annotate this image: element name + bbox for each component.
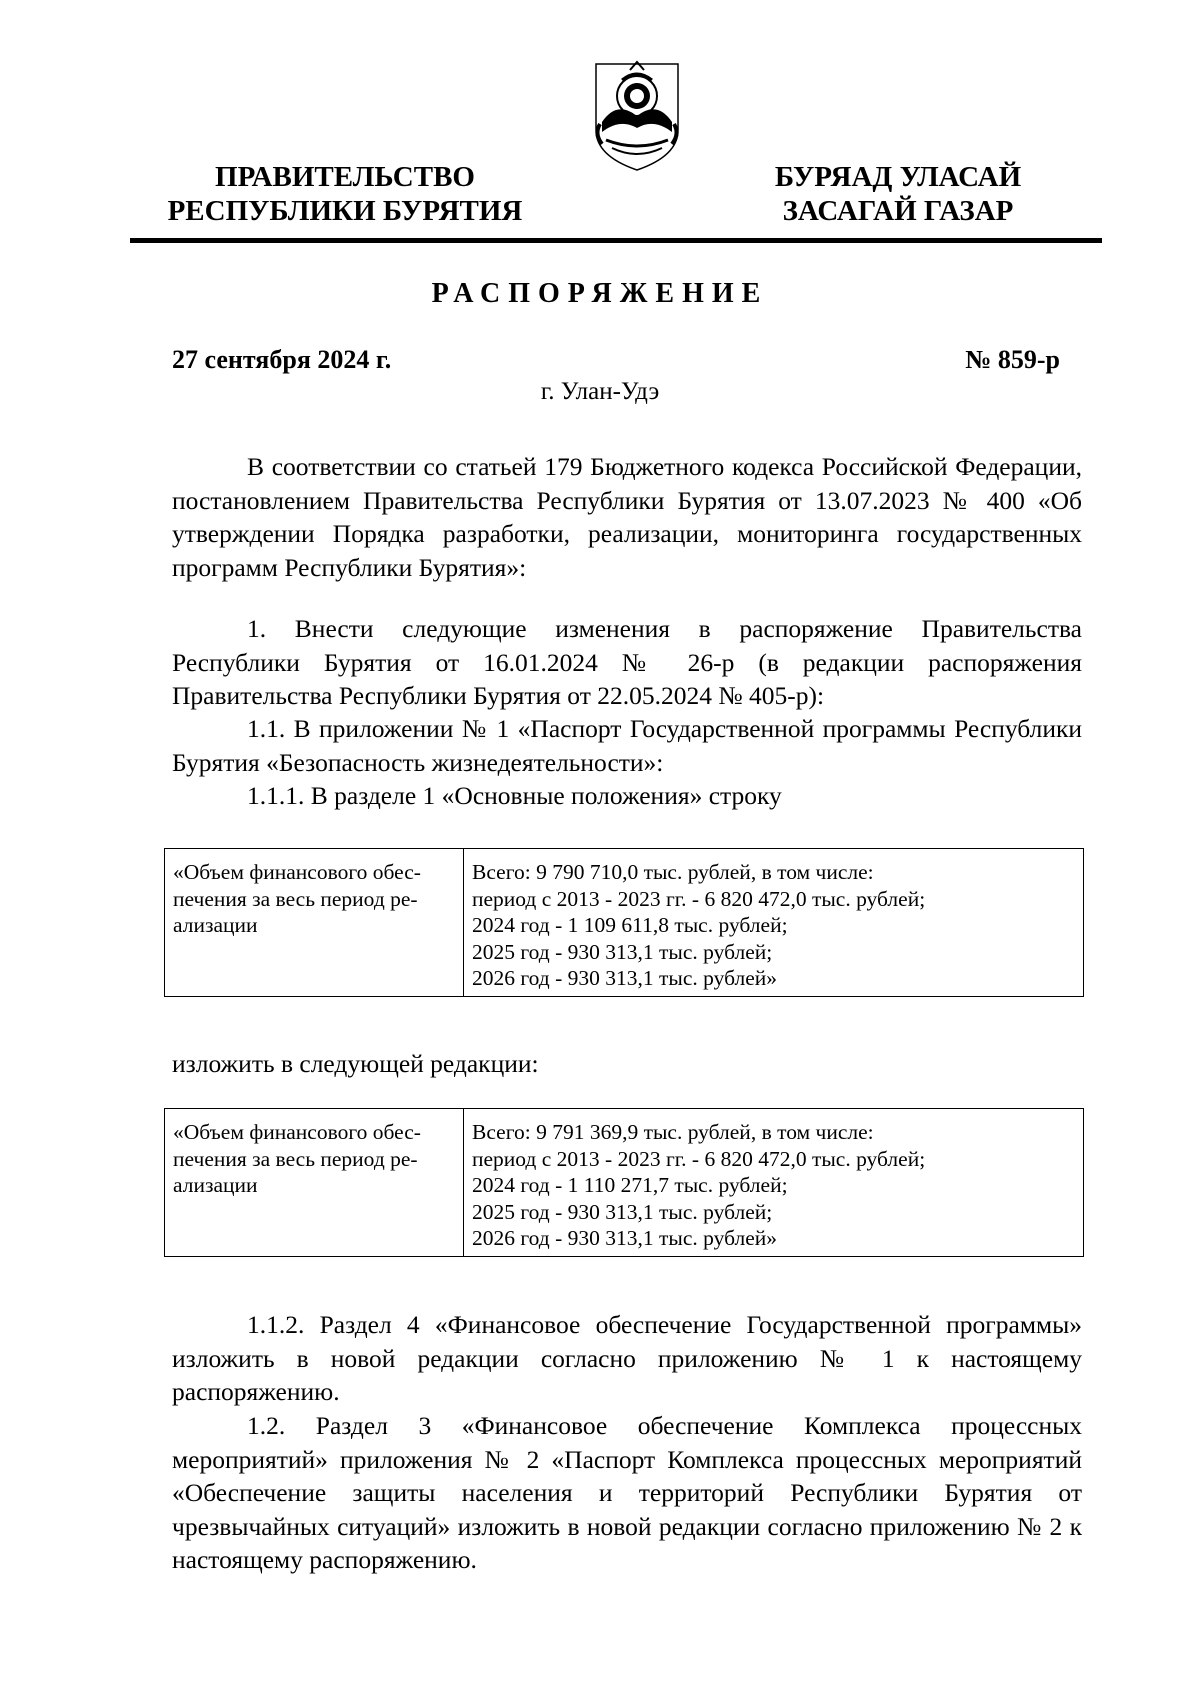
header-left-line1: ПРАВИТЕЛЬСТВО: [215, 161, 475, 193]
table-new: [164, 1108, 1084, 1257]
table-old-values: [464, 849, 1084, 997]
header-right-line2: ЗАСАГАЙ ГАЗАР: [782, 195, 1014, 227]
table-old-label-line: печения за весь период ре-: [173, 886, 418, 911]
header-right: [728, 160, 1068, 228]
header-divider: [130, 238, 1102, 243]
item-1-1: 1.1. В приложении № 1 «Паспорт Государственной программы Республики Бурятия «Безопасность жизнедеятельности»:: [172, 714, 1082, 777]
document-number: № 859-р: [965, 345, 1060, 374]
document-date: 27 сентября 2024 г.: [172, 345, 392, 374]
table-old-label-line: ализации: [173, 913, 258, 937]
item-1-2: 1.2. Раздел 3 «Финансовое обеспечение Комплекса процессных мероприятий» приложения № 2 «Паспорт Комплекса процессных мероприятий «Обеспечение защиты населения и территорий Республики Бурятия от чрезвычайных ситуаций» изложить в новой редакции согласно приложению № 2 к настоящему распоряжению.: [172, 1411, 1082, 1574]
header-right-line1: БУРЯАД УЛАСАЙ: [774, 161, 1022, 193]
document-city: г. Улан-Удэ: [540, 378, 660, 405]
table-new-value-line: 2025 год - 930 313,1 тыс. рублей;: [472, 1199, 773, 1224]
table-new-label-line: печения за весь период ре-: [173, 1146, 418, 1171]
item-1: 1. Внести следующие изменения в распоряжение Правительства Республики Бурятия от 16.01.2024 № 26-р (в редакции распоряжения Правительства Республики Бурятия от 22.05.2024 № 405-р):: [172, 614, 1082, 710]
replace-text: изложить в следующей редакции:: [172, 1049, 539, 1078]
table-old-value-line: 2025 год - 930 313,1 тыс. рублей;: [472, 939, 773, 964]
table-new-value-line: 2026 год - 930 313,1 тыс. рублей»: [472, 1226, 778, 1250]
preamble: В соответствии со статьей 179 Бюджетного кодекса Российской Федерации, постановлением Правительства Республики Бурятия от 13.07.2023 № 400 «Об утверждении Порядка разработки, реализации, мониторинга государственных программ Республики Бурятия»:: [172, 452, 1082, 582]
table-new-label-line: ализации: [173, 1173, 258, 1197]
header-left-line2: РЕСПУБЛИКИ БУРЯТИЯ: [167, 195, 523, 227]
table-row: [165, 1109, 1084, 1257]
header-left: [150, 160, 540, 228]
table-old-value-line: Всего: 9 790 710,0 тыс. рублей, в том числе:: [472, 860, 874, 884]
table-old-label-line: «Объем финансового обес-: [173, 860, 421, 884]
table-old-value-line: период с 2013 - 2023 гг. - 6 820 472,0 тыс. рублей;: [472, 886, 926, 911]
table-old: [164, 848, 1084, 997]
item-1-1-1: 1.1.1. В разделе 1 «Основные положения» строку: [247, 781, 782, 810]
document-type: РАСПОРЯЖЕНИЕ: [431, 278, 769, 309]
table-new-value-line: период с 2013 - 2023 гг. - 6 820 472,0 тыс. рублей;: [472, 1146, 926, 1171]
table-old-value-line: 2024 год - 1 109 611,8 тыс. рублей;: [472, 913, 788, 937]
table-new-value-line: Всего: 9 791 369,9 тыс. рублей, в том числе:: [472, 1120, 874, 1144]
table-new-values: [464, 1109, 1084, 1257]
coat-of-arms-icon: [592, 60, 682, 172]
table-row: [165, 849, 1084, 997]
table-new-label-line: «Объем финансового обес-: [173, 1120, 421, 1144]
table-old-label: [165, 849, 464, 997]
table-new-value-line: 2024 год - 1 110 271,7 тыс. рублей;: [472, 1173, 788, 1197]
item-1-1-2: 1.1.2. Раздел 4 «Финансовое обеспечение Государственной программы» изложить в новой редакции согласно приложению № 1 к настоящему распоряжению.: [172, 1310, 1082, 1406]
table-new-label: [165, 1109, 464, 1257]
table-old-value-line: 2026 год - 930 313,1 тыс. рублей»: [472, 966, 778, 990]
